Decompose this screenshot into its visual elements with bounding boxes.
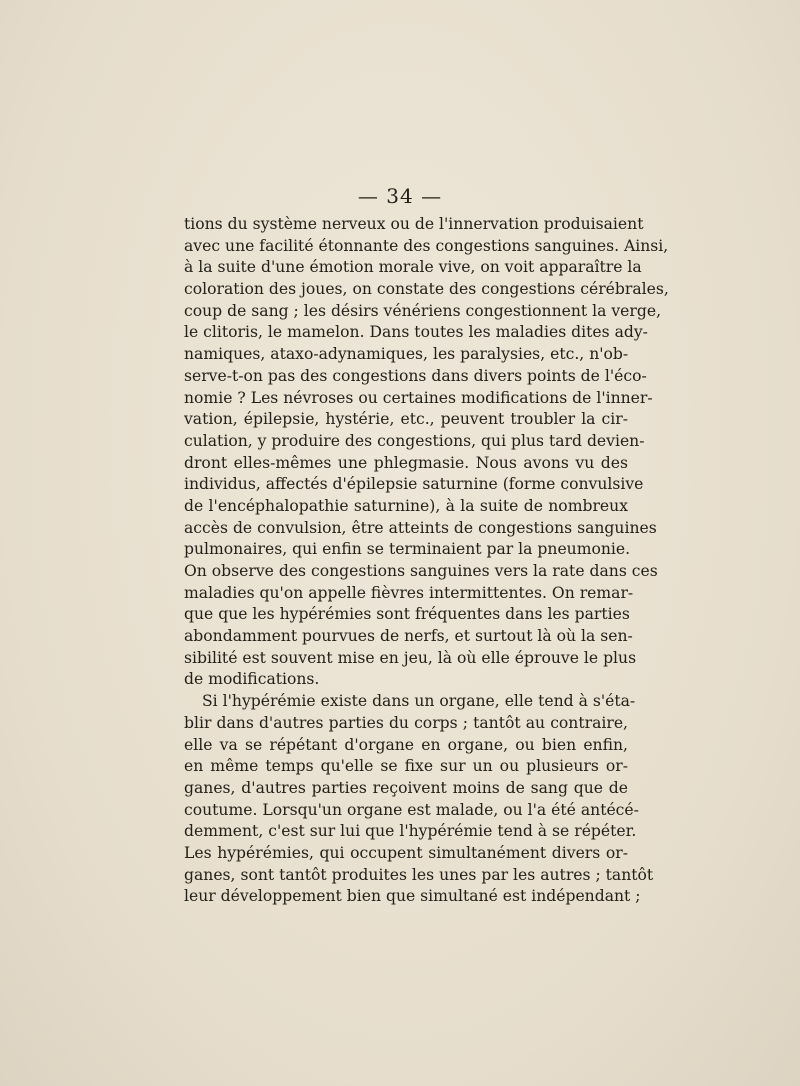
paragraph-start-line: Si l'hypérémie existe dans un organe, elle tend à s'éta- bbox=[202, 692, 636, 711]
text-line: individus, affectés d'épilepsie saturnine (forme convulsive bbox=[184, 475, 644, 494]
text-line: de l'encéphalopathie saturnine), à la suite de nombreux bbox=[184, 496, 628, 515]
text-line: elle va se répétant d'organe en organe, ou bien enfin, bbox=[184, 735, 628, 754]
text-line: nomie ? Les névroses ou certaines modifications de l'inner- bbox=[184, 388, 653, 407]
text-line: coutume. Lorsqu'un organe est malade, ou l'a été antécé- bbox=[184, 800, 639, 819]
text-line: à la suite d'une émotion morale vive, on voit apparaître la bbox=[184, 258, 642, 277]
text-line: serve-t-on pas des congestions dans divers points de l'éco- bbox=[184, 366, 647, 385]
text-line: le clitoris, le mamelon. Dans toutes les maladies dites ady- bbox=[184, 323, 648, 342]
text-line: dront elles-mêmes une phlegmasie. Nous avons vu des bbox=[184, 453, 628, 472]
text-line: ganes, sont tantôt produites les unes par les autres ; tantôt bbox=[184, 865, 654, 884]
text-line: maladies qu'on appelle fièvres intermittentes. On remar- bbox=[184, 583, 634, 602]
text-line: leur développement bien que simultané est indépendant ; bbox=[184, 887, 641, 906]
text-line: tions du système nerveux ou de l'innervation produisaient bbox=[184, 215, 644, 233]
paragraph-end-line: de modifications. bbox=[184, 670, 320, 689]
text-line: On observe des congestions sanguines vers la rate dans ces bbox=[184, 562, 658, 580]
text-line: vation, épilepsie, hystérie, etc., peuvent troubler la cir- bbox=[184, 410, 628, 429]
page-number: — 34 — bbox=[357, 184, 443, 208]
text-line: que que les hypérémies sont fréquentes dans les parties bbox=[184, 605, 630, 624]
text-line: coloration des joues, on constate des congestions cérébrales, bbox=[184, 280, 669, 299]
text-line: coup de sang ; les désirs vénériens congestionnent la verge, bbox=[184, 301, 662, 320]
text-line: en même temps qu'elle se fixe sur un ou plusieurs or- bbox=[184, 757, 628, 776]
text-line: avec une facilité étonnante des congestions sanguines. Ainsi, bbox=[184, 236, 669, 255]
text-line: culation, y produire des congestions, qui plus tard devien- bbox=[184, 431, 645, 450]
text-line: accès de convulsion, être atteints de congestions sanguines bbox=[184, 518, 657, 537]
text-line: blir dans d'autres parties du corps ; tantôt au contraire, bbox=[184, 713, 628, 732]
text-line: Les hypérémies, qui occupent simultanément divers or- bbox=[184, 843, 628, 862]
text-line: sibilité est souvent mise en jeu, là où elle éprouve le plus bbox=[184, 648, 637, 667]
text-line: demment, c'est sur lui que l'hypérémie tend à se répéter. bbox=[184, 822, 637, 841]
text-line: namiques, ataxo-adynamiques, les paralysies, etc., n'ob- bbox=[184, 345, 629, 364]
text-line: abondamment pourvues de nerfs, et surtout là où la sen- bbox=[184, 627, 633, 646]
text-line: pulmonaires, qui enfin se terminaient par la pneumonie. bbox=[184, 540, 631, 559]
body-text bbox=[184, 214, 669, 908]
text-line: ganes, d'autres parties reçoivent moins de sang que de bbox=[184, 778, 628, 797]
